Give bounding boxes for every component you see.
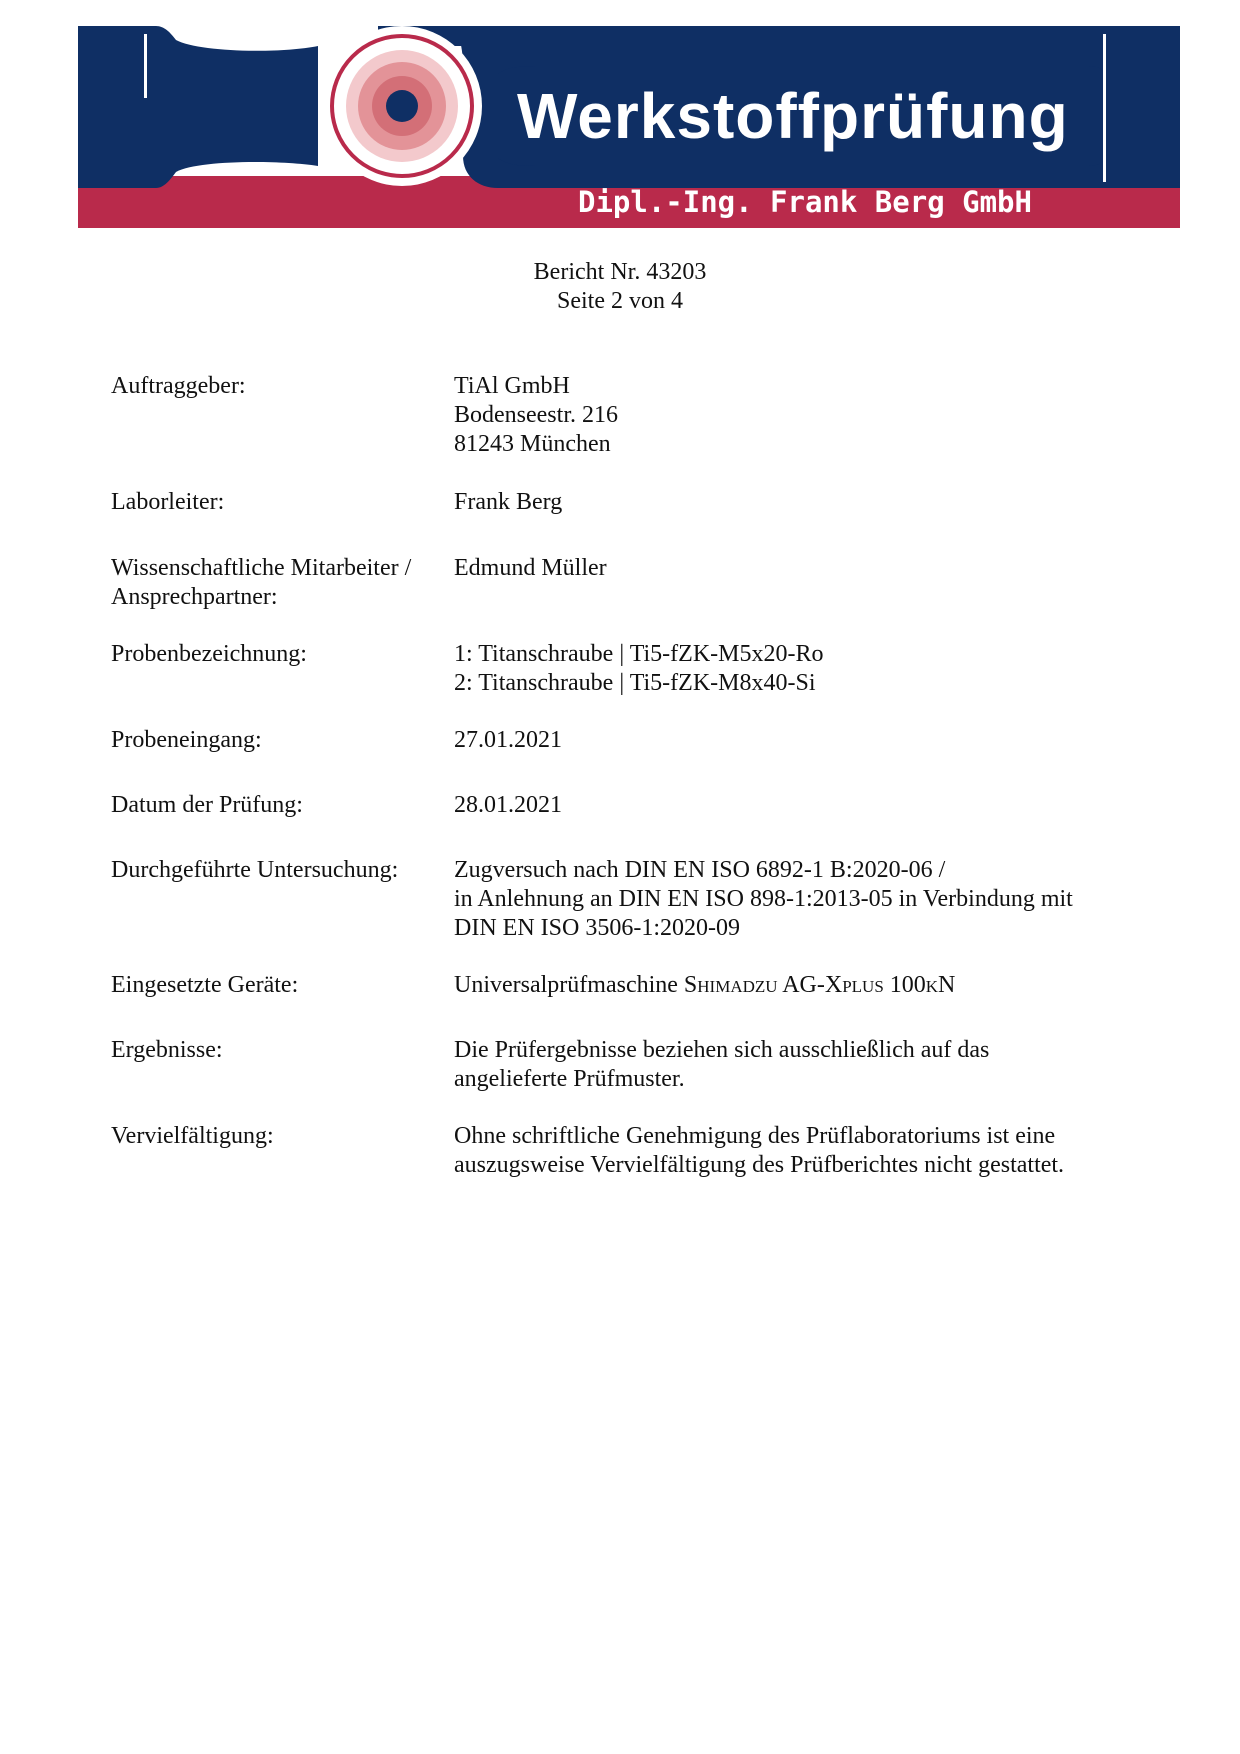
lab-head-name: Frank Berg (454, 489, 563, 515)
reproduction-line: auszugsweise Vervielfältigung des Prüfberichtes nicht gestattet. (454, 1152, 1065, 1178)
client-street: Bodenseestr. 216 (454, 402, 618, 428)
reproduction-line: Ohne schriftliche Genehmigung des Prüflaboratoriums ist eine (454, 1123, 1056, 1149)
sample-receipt-date: 27.01.2021 (454, 727, 562, 753)
equipment-type: Universalprüfmaschine (454, 972, 684, 998)
test-standards (454, 856, 1131, 943)
banner-navy-block (78, 26, 318, 188)
reproduction-note (454, 1122, 1131, 1180)
equipment-model: Shimadzu AG-Xplus 100kN (683, 972, 956, 998)
company-banner (78, 26, 1180, 228)
banner-subtitle: Dipl.-Ing. Frank Berg GmbH (578, 185, 1032, 219)
standard-line: DIN EN ISO 3506-1:2020-09 (454, 915, 740, 941)
field-label (111, 554, 454, 612)
client-name: TiAl GmbH (454, 373, 570, 399)
field-ergebnisse (111, 1036, 1131, 1094)
field-untersuchung (111, 856, 1131, 943)
field-mitarbeiter (111, 554, 1131, 612)
field-label: Laborleiter: (111, 489, 225, 515)
equipment (454, 971, 1131, 1000)
field-label: Datum der Prüfung: (111, 792, 303, 818)
field-probenbezeichnung (111, 640, 1131, 698)
report-number: Bericht Nr. 43203 (533, 259, 707, 285)
field-label: Ergebnisse: (111, 1037, 223, 1063)
field-vervielfaeltigung (111, 1122, 1131, 1180)
standard-line: in Anlehnung an DIN EN ISO 898-1:2013-05 in Verbindung mit (454, 886, 1073, 912)
field-label: Eingesetzte Geräte: (111, 972, 299, 998)
sample-item: 2: Titanschraube | Ti5-fZK-M8x40-Si (454, 670, 816, 696)
field-auftraggeber (111, 372, 1131, 459)
contact-name: Edmund Müller (454, 555, 607, 581)
results-line: Die Prüfergebnisse beziehen sich ausschließlich auf das (454, 1037, 990, 1063)
page-indicator: Seite 2 von 4 (557, 288, 683, 314)
results-note (454, 1036, 1131, 1094)
field-laborleiter (111, 488, 1131, 517)
field-label: Probeneingang: (111, 727, 262, 753)
standard-line: Zugversuch nach DIN EN ISO 6892-1 B:2020-06 / (454, 857, 946, 883)
client-city: 81243 München (454, 431, 611, 457)
banner-left-accent-line (144, 34, 147, 98)
field-datum (111, 791, 1131, 820)
banner-right-accent-line (1103, 34, 1106, 182)
report-header (0, 258, 1240, 316)
sample-item: 1: Titanschraube | Ti5-fZK-M5x20-Ro (454, 641, 824, 667)
client-address (454, 372, 1131, 459)
field-label-line: Wissenschaftliche Mitarbeiter / (111, 555, 412, 581)
sample-list (454, 640, 1131, 698)
test-date: 28.01.2021 (454, 792, 562, 818)
banner-graphic (78, 26, 1180, 228)
field-label: Probenbezeichnung: (111, 641, 307, 667)
field-label: Auftraggeber: (111, 373, 246, 399)
report-fields (111, 372, 1131, 1180)
field-probeneingang (111, 726, 1131, 755)
banner-title: Werkstoffprüfung (517, 80, 1069, 152)
field-label-line: Ansprechpartner: (111, 584, 278, 610)
field-geraete (111, 971, 1131, 1000)
target-icon (322, 26, 482, 186)
field-label: Durchgeführte Untersuchung: (111, 857, 399, 883)
field-label: Vervielfältigung: (111, 1123, 274, 1149)
results-line: angelieferte Prüfmuster. (454, 1066, 685, 1092)
